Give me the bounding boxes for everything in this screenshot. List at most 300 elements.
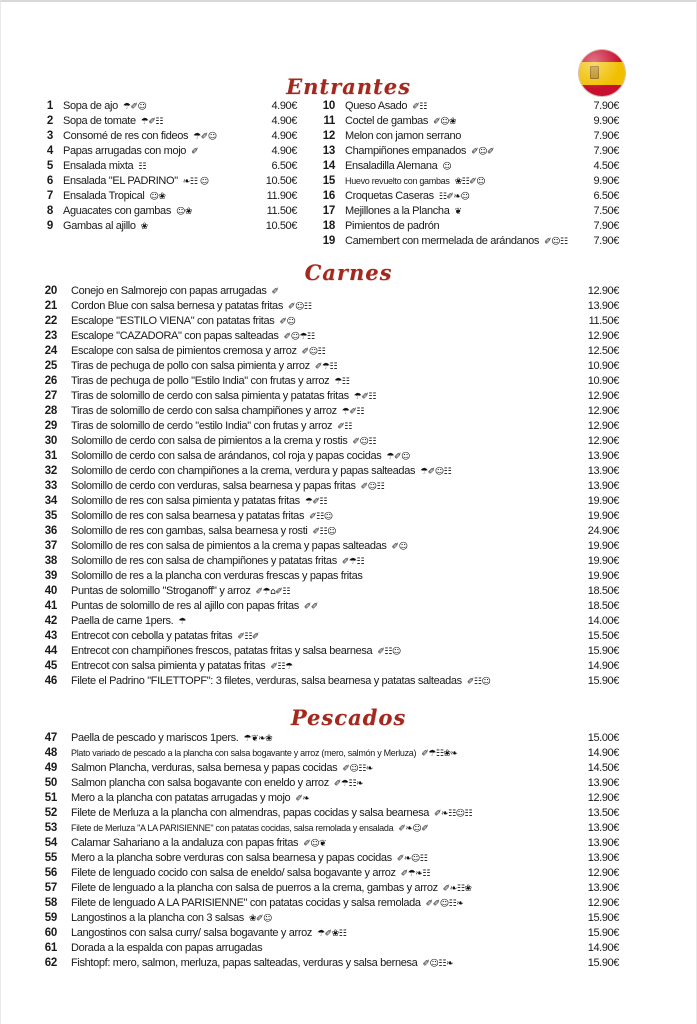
allergen-icons: ✐☺❦ xyxy=(303,839,327,849)
allergen-icons: ✐☺☷ xyxy=(352,437,376,447)
menu-item-price: 11.50€ xyxy=(588,315,619,327)
allergen-icons: ✐✐☺☷❧ xyxy=(425,899,464,909)
menu-item-row xyxy=(321,145,619,160)
menu-item-name: Consomé de res con fideos ☂✐☺ xyxy=(63,130,217,142)
menu-item-price: 7.90€ xyxy=(593,235,619,247)
menu-item-name: Filete de lenguado a la plancha con salsa de puerros a la crema, gambas y arroz ✐❧☷❀ xyxy=(71,882,472,894)
menu-item-number: 55 xyxy=(44,852,57,864)
menu-item-row xyxy=(39,100,297,115)
menu-item-row xyxy=(39,315,619,330)
menu-item-number: 5 xyxy=(46,160,53,172)
menu-item-row xyxy=(321,100,619,115)
menu-item-price: 7.50€ xyxy=(593,205,619,217)
menu-item-price: 13.90€ xyxy=(587,852,619,864)
menu-item-number: 53 xyxy=(44,822,57,834)
menu-item-number: 59 xyxy=(44,912,57,924)
menu-item-name: Ensaladilla Alemana ☺ xyxy=(345,160,452,172)
allergen-icons: ☂✐❀☷ xyxy=(317,929,347,939)
menu-item-price: 14.90€ xyxy=(587,747,619,759)
menu-item-name: Champiñones empanados ✐☺✐ xyxy=(345,145,495,157)
menu-item-number: 45 xyxy=(44,660,57,672)
menu-item-row xyxy=(321,205,619,220)
menu-item-row xyxy=(39,190,297,205)
menu-item-number: 13 xyxy=(322,145,335,157)
menu-item-row xyxy=(39,942,619,957)
menu-item-price: 15.90€ xyxy=(587,912,619,924)
allergen-icons: ✐❧☺☷ xyxy=(396,854,428,864)
section-title-entrantes: Entrantes xyxy=(286,74,411,99)
menu-item-number: 8 xyxy=(46,205,53,217)
menu-item-price: 19.90€ xyxy=(587,570,619,582)
menu-item-name: Escalope "CAZADORA" con papas salteadas ✐☺☂☷ xyxy=(71,330,315,342)
menu-item-price: 12.90€ xyxy=(587,435,619,447)
menu-item-number: 25 xyxy=(44,360,57,372)
allergen-icons: ☷✐❧☺ xyxy=(438,192,470,202)
menu-item-row xyxy=(321,175,619,190)
menu-item-row xyxy=(39,630,619,645)
menu-item-number: 42 xyxy=(44,615,57,627)
allergen-icons: ❀✐☺ xyxy=(248,914,272,924)
menu-item-number: 58 xyxy=(44,897,57,909)
menu-item-name: Puntas de solomillo de res al ajillo con papas fritas ✐✐ xyxy=(71,600,318,612)
menu-item-name: Calamar Sahariano a la andaluza con papas fritas ✐☺❦ xyxy=(71,837,327,849)
menu-item-name: Langostinos a la plancha con 3 salsas ❀✐☺ xyxy=(71,912,272,924)
menu-item-name: Escalope con salsa de pimientos cremosa y arroz ✐☺☷ xyxy=(71,345,326,357)
allergen-icons: ✐☺☂☷ xyxy=(283,332,315,342)
menu-item-number: 47 xyxy=(44,732,57,744)
menu-item-price: 12.90€ xyxy=(587,420,619,432)
menu-item-row xyxy=(39,450,619,465)
menu-item-name: Croquetas Caseras ☷✐❧☺ xyxy=(345,190,470,202)
menu-item-number: 33 xyxy=(44,480,57,492)
menu-item-name: Solomillo de res con salsa de champiñones y patatas fritas ✐☂☷ xyxy=(71,555,365,567)
menu-item-name: Mero a la plancha sobre verduras con salsa bearnesa y papas cocidas ✐❧☺☷ xyxy=(71,852,428,864)
allergen-icons: ✐☺☷❧ xyxy=(422,959,453,969)
menu-item-name: Salmon Plancha, verduras, salsa bernesa y papas cocidas ✐☺☷❧ xyxy=(71,762,373,774)
allergen-icons: ☺ xyxy=(442,162,452,172)
menu-item-row xyxy=(39,957,619,972)
menu-item-price: 12.90€ xyxy=(587,390,619,402)
menu-item-number: 17 xyxy=(322,205,335,217)
menu-item-price: 12.90€ xyxy=(587,330,619,342)
section-title-carnes: Carnes xyxy=(304,260,393,285)
allergen-icons: ✐☷ xyxy=(412,102,427,112)
allergen-icons: ☂✐☺ xyxy=(386,452,410,462)
menu-item-row xyxy=(39,927,619,942)
menu-item-number: 43 xyxy=(44,630,57,642)
allergen-icons: ✐☺❀ xyxy=(433,117,457,127)
menu-item-row xyxy=(39,405,619,420)
menu-item-name: Papas arrugadas con mojo ✐ xyxy=(63,145,199,157)
allergen-icons: ✐☺ xyxy=(391,542,408,552)
menu-item-price: 7.90€ xyxy=(593,220,619,232)
allergen-icons: ✐☺✐ xyxy=(471,147,495,157)
menu-item-row xyxy=(39,220,297,235)
menu-item-name: Solomillo de cerdo con salsa de arándanos, col roja y papas cocidas ☂✐☺ xyxy=(71,450,410,462)
menu-item-row xyxy=(39,115,297,130)
menu-item-price: 12.90€ xyxy=(587,792,619,804)
menu-item-number: 23 xyxy=(44,330,57,342)
allergen-icons: ✐❧☺✐ xyxy=(398,824,429,834)
menu-item-name: Ensalada mixta ☷ xyxy=(63,160,146,172)
menu-item-price: 15.90€ xyxy=(587,645,619,657)
allergen-icons: ✐☷✐ xyxy=(237,632,259,642)
menu-item-name: Filete de lenguado cocido con salsa de eneldo/ salsa bogavante y arroz ✐☂❧☷ xyxy=(71,867,430,879)
menu-item-price: 4.90€ xyxy=(271,145,297,157)
menu-item-number: 54 xyxy=(44,837,57,849)
menu-item-row xyxy=(39,300,619,315)
menu-item-price: 13.90€ xyxy=(587,777,619,789)
menu-item-name: Plato variado de pescado a la plancha con salsa bogavante y arroz (mero, salmón y Merluza) ✐☂☷❀❧ xyxy=(71,748,458,759)
allergen-icons: ✐☂⌂✐☷ xyxy=(255,587,290,597)
menu-item-number: 48 xyxy=(44,747,57,759)
menu-item-name: Solomillo de res con gambas, salsa bearnesa y rosti ✐☷☺ xyxy=(71,525,336,537)
menu-item-price: 15.90€ xyxy=(587,675,619,687)
menu-item-number: 20 xyxy=(44,285,57,297)
menu-item-name: Tiras de solomillo de cerdo "estilo India" con frutas y arroz ✐☷ xyxy=(71,420,352,432)
menu-item-row xyxy=(321,235,619,250)
allergen-icons: ✐☷ xyxy=(337,422,352,432)
menu-item-price: 12.90€ xyxy=(587,897,619,909)
menu-item-row xyxy=(39,585,619,600)
menu-item-price: 6.50€ xyxy=(271,160,297,172)
allergen-icons: ✐☷☺ xyxy=(309,512,333,522)
allergen-icons: ✐☺ xyxy=(279,317,296,327)
menu-item-price: 24.90€ xyxy=(587,525,619,537)
entrantes-column-left xyxy=(39,100,297,235)
menu-item-price: 12.90€ xyxy=(587,405,619,417)
menu-item-row xyxy=(39,852,619,867)
menu-item-price: 10.50€ xyxy=(265,220,297,232)
menu-item-row xyxy=(39,435,619,450)
menu-item-price: 18.50€ xyxy=(587,585,619,597)
menu-item-row xyxy=(39,205,297,220)
menu-item-number: 35 xyxy=(44,510,57,522)
menu-item-price: 14.90€ xyxy=(587,660,619,672)
menu-item-name: Pimientos de padrón xyxy=(345,220,440,232)
allergen-icons: ✐❧☷☺☷ xyxy=(434,809,473,819)
menu-item-price: 12.90€ xyxy=(587,867,619,879)
allergen-icons: ✐☂☷ xyxy=(314,362,338,372)
flag-stripe-top xyxy=(579,50,625,62)
menu-item-row xyxy=(39,345,619,360)
allergen-icons: ☂✐☷ xyxy=(140,117,163,127)
menu-item-name: Conejo en Salmorejo con papas arrugadas ✐ xyxy=(71,285,279,297)
menu-item-number: 30 xyxy=(44,435,57,447)
menu-item-number: 2 xyxy=(46,115,53,127)
allergen-icons: ✐☷☺ xyxy=(377,647,401,657)
allergen-icons: ✐☺☷ xyxy=(360,482,385,492)
menu-item-row xyxy=(321,130,619,145)
menu-item-name: Mejillones a la Plancha ❦ xyxy=(345,205,462,217)
allergen-icons: ☷ xyxy=(138,162,146,172)
menu-item-number: 46 xyxy=(44,675,57,687)
menu-item-row xyxy=(39,732,619,747)
menu-item-row xyxy=(321,190,619,205)
menu-item-number: 62 xyxy=(44,957,57,969)
menu-item-name: Filete de lenguado A LA PARISIENNE" con patatas cocidas y salsa remolada ✐✐☺☷❧ xyxy=(71,897,464,909)
menu-item-row xyxy=(39,897,619,912)
menu-item-number: 16 xyxy=(322,190,335,202)
allergen-icons: ✐☺☷ xyxy=(301,347,326,357)
menu-item-name: Paella de pescado y mariscos 1pers. ☂❦❧❀ xyxy=(71,732,273,744)
menu-item-price: 14.50€ xyxy=(587,762,619,774)
menu-item-name: Filete de Merluza "A LA PARISIENNE" con patatas cocidas, salsa remolada y ensalada ✐❧☺✐ xyxy=(71,823,429,834)
menu-item-number: 41 xyxy=(44,600,57,612)
menu-item-number: 51 xyxy=(44,792,57,804)
menu-item-number: 52 xyxy=(44,807,57,819)
menu-item-number: 9 xyxy=(46,220,53,232)
menu-item-name: Ensalada Tropical ☺❀ xyxy=(63,190,166,202)
allergen-icons: ❀☷✐☺ xyxy=(454,177,486,187)
menu-item-number: 24 xyxy=(44,345,57,357)
menu-item-name: Langostinos con salsa curry/ salsa bogavante y arroz ☂✐❀☷ xyxy=(71,927,347,939)
menu-item-name: Filete el Padrino "FILETTOPF": 3 filetes, verduras, salsa bearnesa y patatas salteadas ✐☷☺ xyxy=(71,675,491,687)
allergen-icons: ✐☷☺ xyxy=(312,527,336,537)
menu-item-name: Sopa de ajo ☂✐☺ xyxy=(63,100,147,112)
menu-item-name: Melon con jamon serrano xyxy=(345,130,462,142)
menu-item-row xyxy=(39,130,297,145)
menu-item-row xyxy=(39,375,619,390)
menu-item-price: 12.90€ xyxy=(587,285,619,297)
menu-item-name: Sopa de tomate ☂✐☷ xyxy=(63,115,163,127)
allergen-icons: ✐ xyxy=(191,147,199,157)
menu-item-row xyxy=(39,837,619,852)
menu-item-number: 32 xyxy=(44,465,57,477)
allergen-icons: ✐☺☷ xyxy=(544,237,568,247)
menu-item-number: 36 xyxy=(44,525,57,537)
menu-item-name: Gambas al ajillo ❀ xyxy=(63,220,148,232)
menu-item-name: Escalope "ESTILO VIENA" con patatas fritas ✐☺ xyxy=(71,315,296,327)
menu-item-row xyxy=(39,807,619,822)
menu-item-number: 3 xyxy=(46,130,53,142)
menu-item-name: Solomillo de cerdo con champiñones a la crema, verdura y papas salteadas ☂✐☺☷ xyxy=(71,465,452,477)
menu-item-row xyxy=(39,660,619,675)
allergen-icons: ✐☺☷❧ xyxy=(342,764,373,774)
menu-item-row xyxy=(39,510,619,525)
menu-item-row xyxy=(321,115,619,130)
menu-item-row xyxy=(39,555,619,570)
menu-item-number: 56 xyxy=(44,867,57,879)
menu-item-price: 13.90€ xyxy=(587,465,619,477)
menu-item-row xyxy=(39,465,619,480)
menu-item-price: 15.00€ xyxy=(587,732,619,744)
menu-item-row xyxy=(39,675,619,690)
allergen-icons: ☂✐☷ xyxy=(353,392,376,402)
menu-item-name: Tiras de pechuga de pollo con salsa pimienta y arroz ✐☂☷ xyxy=(71,360,338,372)
allergen-icons: ❧☷ ☺ xyxy=(182,177,209,187)
menu-item-number: 12 xyxy=(322,130,335,142)
allergen-icons: ✐☂☷❀❧ xyxy=(421,749,458,759)
menu-item-number: 1 xyxy=(46,100,53,112)
menu-item-row xyxy=(39,285,619,300)
menu-item-number: 50 xyxy=(44,777,57,789)
menu-item-number: 19 xyxy=(322,235,335,247)
menu-item-name: Filete de Merluza a la plancha con almendras, papas cocidas y salsa bearnesa ✐❧☷☺☷ xyxy=(71,807,473,819)
menu-item-price: 15.90€ xyxy=(587,927,619,939)
menu-item-row xyxy=(39,330,619,345)
menu-item-price: 4.90€ xyxy=(271,130,297,142)
allergen-icons: ✐☂❧☷ xyxy=(400,869,430,879)
menu-item-row xyxy=(39,912,619,927)
menu-item-price: 19.90€ xyxy=(587,555,619,567)
entrantes-column-right xyxy=(321,100,619,250)
menu-item-name: Solomillo de res a la plancha con verduras frescas y papas fritas xyxy=(71,570,363,582)
menu-item-number: 14 xyxy=(322,160,335,172)
menu-item-price: 7.90€ xyxy=(593,100,619,112)
menu-item-name: Camembert con mermelada de arándanos ✐☺☷ xyxy=(345,235,568,247)
menu-item-name: Tiras de solomillo de cerdo con salsa pimienta y patatas fritas ☂✐☷ xyxy=(71,390,376,402)
menu-item-name: Ensalada "EL PADRINO" ❧☷ ☺ xyxy=(63,175,209,187)
menu-item-price: 13.90€ xyxy=(587,300,619,312)
menu-item-row xyxy=(39,777,619,792)
menu-item-price: 13.90€ xyxy=(587,822,619,834)
menu-item-number: 38 xyxy=(44,555,57,567)
menu-item-number: 4 xyxy=(46,145,53,157)
menu-item-name: Cordon Blue con salsa bernesa y patatas fritas ✐☺☷ xyxy=(71,300,312,312)
menu-item-price: 13.90€ xyxy=(587,837,619,849)
menu-item-name: Tiras de pechuga de pollo "Estilo India" con frutas y arroz ☂☷ xyxy=(71,375,350,387)
menu-item-number: 40 xyxy=(44,585,57,597)
allergen-icons: ✐☷☺ xyxy=(466,677,491,687)
menu-item-number: 6 xyxy=(46,175,53,187)
menu-item-row xyxy=(39,525,619,540)
menu-item-price: 13.90€ xyxy=(587,882,619,894)
menu-item-price: 18.50€ xyxy=(587,600,619,612)
menu-item-number: 57 xyxy=(44,882,57,894)
menu-item-price: 10.90€ xyxy=(587,360,619,372)
menu-item-row xyxy=(39,882,619,897)
menu-item-price: 7.90€ xyxy=(593,145,619,157)
allergen-icons: ☂☷ xyxy=(334,377,350,387)
menu-item-number: 7 xyxy=(46,190,53,202)
allergen-icons: ☂✐☷ xyxy=(341,407,364,417)
allergen-icons: ✐☷☂ xyxy=(270,662,293,672)
allergen-icons: ✐☂☷❧ xyxy=(333,779,364,789)
menu-item-number: 49 xyxy=(44,762,57,774)
menu-item-price: 19.90€ xyxy=(587,495,619,507)
menu-item-name: Queso Asado ✐☷ xyxy=(345,100,427,112)
menu-item-row xyxy=(39,600,619,615)
menu-item-row xyxy=(39,792,619,807)
carnes-list xyxy=(39,285,619,690)
menu-item-row xyxy=(321,160,619,175)
menu-item-price: 10.90€ xyxy=(587,375,619,387)
menu-item-name: Puntas de solomillo "Stroganoff" y arroz ✐☂⌂✐☷ xyxy=(71,585,290,597)
menu-item-name: Solomillo de cerdo con salsa de pimientos a la crema y rostis ✐☺☷ xyxy=(71,435,376,447)
menu-item-number: 22 xyxy=(44,315,57,327)
menu-item-number: 61 xyxy=(44,942,57,954)
menu-item-price: 15.90€ xyxy=(587,957,619,969)
pescados-list xyxy=(39,732,619,972)
menu-item-number: 44 xyxy=(44,645,57,657)
menu-item-name: Solomillo de cerdo con verduras, salsa bearnesa y papas fritas ✐☺☷ xyxy=(71,480,385,492)
menu-item-name: Solomillo de res con salsa bearnesa y patatas fritas ✐☷☺ xyxy=(71,510,333,522)
menu-item-name: Paella de carne 1pers. ☂ xyxy=(71,615,186,627)
menu-item-price: 4.90€ xyxy=(271,100,297,112)
menu-item-name: Entrecot con salsa pimienta y patatas fritas ✐☷☂ xyxy=(71,660,293,672)
menu-item-name: Dorada a la espalda con papas arrugadas xyxy=(71,942,263,954)
allergen-icons: ✐❧☷❀ xyxy=(442,884,472,894)
menu-item-row xyxy=(39,360,619,375)
menu-item-number: 28 xyxy=(44,405,57,417)
menu-item-row xyxy=(39,480,619,495)
menu-item-price: 12.50€ xyxy=(587,345,619,357)
section-title-pescados: Pescados xyxy=(290,705,407,730)
allergen-icons: ☂❦❧❀ xyxy=(243,734,273,744)
menu-item-row xyxy=(39,160,297,175)
menu-item-row xyxy=(39,615,619,630)
menu-item-row xyxy=(39,762,619,777)
allergen-icons: ✐☂☷ xyxy=(341,557,365,567)
allergen-icons: ✐❧ xyxy=(295,794,310,804)
allergen-icons: ☂✐☷ xyxy=(304,497,327,507)
menu-item-row xyxy=(39,390,619,405)
menu-item-number: 11 xyxy=(323,115,335,127)
menu-item-name: Entrecot con cebolla y patatas fritas ✐☷✐ xyxy=(71,630,259,642)
menu-item-number: 26 xyxy=(44,375,57,387)
menu-item-number: 15 xyxy=(322,175,335,187)
menu-item-price: 19.90€ xyxy=(587,510,619,522)
menu-item-price: 9.90€ xyxy=(593,115,619,127)
menu-item-row xyxy=(39,540,619,555)
menu-item-price: 11.50€ xyxy=(266,205,297,217)
menu-item-row xyxy=(39,747,619,762)
allergen-icons: ☂ xyxy=(178,617,186,627)
allergen-icons: ☺❀ xyxy=(149,192,166,202)
allergen-icons: ❀ xyxy=(140,222,148,232)
allergen-icons: ☂✐☺ xyxy=(193,132,217,142)
menu-item-number: 29 xyxy=(44,420,57,432)
menu-item-price: 14.90€ xyxy=(587,942,619,954)
menu-item-price: 15.50€ xyxy=(587,630,619,642)
menu-item-row xyxy=(39,420,619,435)
menu-item-row xyxy=(39,145,297,160)
menu-item-price: 6.50€ xyxy=(593,190,619,202)
allergen-icons: ✐☺☷ xyxy=(287,302,312,312)
menu-item-name: Coctel de gambas ✐☺❀ xyxy=(345,115,457,127)
menu-item-price: 4.90€ xyxy=(271,115,297,127)
menu-item-name: Tiras de solomillo de cerdo con salsa champiñones y arroz ☂✐☷ xyxy=(71,405,364,417)
menu-item-price: 4.50€ xyxy=(593,160,619,172)
menu-item-name: Salmon plancha con salsa bogavante con eneldo y arroz ✐☂☷❧ xyxy=(71,777,364,789)
menu-item-name: Entrecot con champiñones frescos, patatas fritas y salsa bearnesa ✐☷☺ xyxy=(71,645,401,657)
menu-item-price: 13.90€ xyxy=(587,480,619,492)
menu-item-price: 11.90€ xyxy=(266,190,297,202)
menu-item-number: 34 xyxy=(44,495,57,507)
menu-item-number: 60 xyxy=(44,927,57,939)
allergen-icons: ✐ xyxy=(271,287,279,297)
allergen-icons: ✐✐ xyxy=(303,602,318,612)
menu-item-price: 10.50€ xyxy=(265,175,297,187)
menu-item-price: 9.90€ xyxy=(593,175,619,187)
menu-item-row xyxy=(39,867,619,882)
menu-item-price: 13.90€ xyxy=(587,450,619,462)
menu-item-price: 14.00€ xyxy=(587,615,619,627)
menu-item-name: Mero a la plancha con patatas arrugadas y mojo ✐❧ xyxy=(71,792,310,804)
menu-item-number: 27 xyxy=(44,390,57,402)
menu-item-name: Solomillo de res con salsa de pimientos a la crema y papas salteadas ✐☺ xyxy=(71,540,408,552)
menu-item-price: 7.90€ xyxy=(593,130,619,142)
allergen-icons: ☺❀ xyxy=(175,207,192,217)
menu-item-number: 21 xyxy=(44,300,57,312)
menu-item-name: Huevo revuelto con gambas ❀☷✐☺ xyxy=(345,176,486,187)
menu-item-row xyxy=(321,220,619,235)
allergen-icons: ☂✐☺ xyxy=(122,102,147,112)
menu-item-number: 37 xyxy=(44,540,57,552)
menu-item-price: 19.90€ xyxy=(587,540,619,552)
menu-item-name: Fishtopf: mero, salmon, merluza, papas salteadas, verduras y salsa bernesa ✐☺☷❧ xyxy=(71,957,453,969)
